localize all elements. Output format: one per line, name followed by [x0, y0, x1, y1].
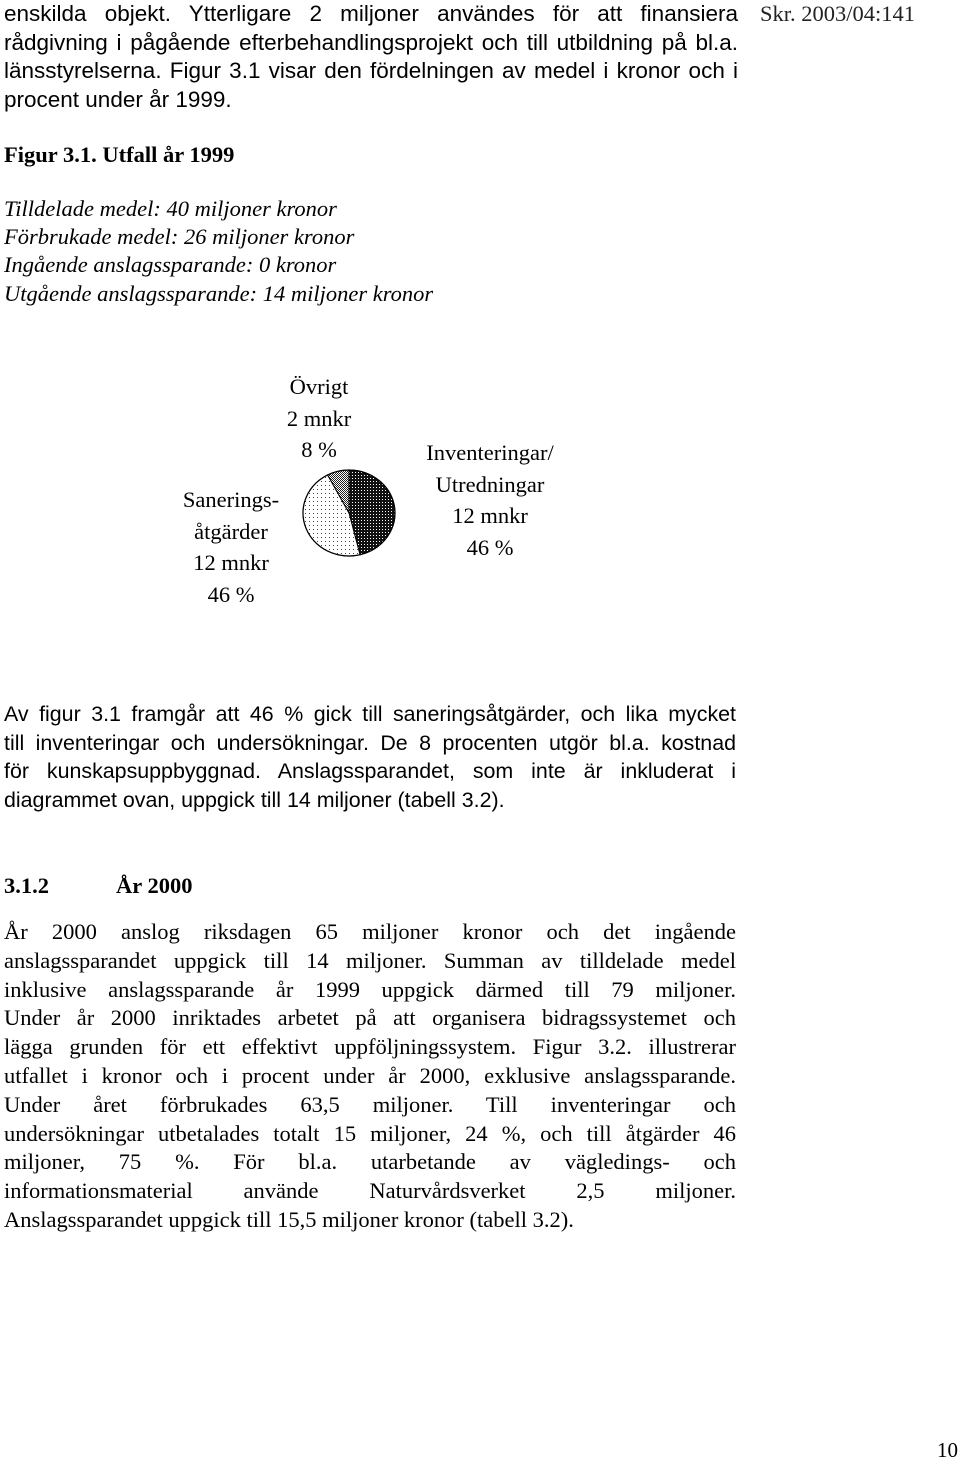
pie-label-ovrigt: [274, 371, 364, 466]
text-line: undersökningar utbetalades totalt 15 miljoner, 24 %, och till åtgärder 46: [4, 1120, 736, 1146]
pie-label-line: åtgärder: [194, 518, 268, 544]
text-line: diagrammet ovan, uppgick till 14 miljoner (tabell 3.2).: [4, 787, 505, 812]
text-line: utfallet i kronor och i procent under år 2000, exklusive anslagssparande.: [4, 1062, 736, 1088]
intro-line: enskilda objekt. Ytterligare 2 miljoner användes för att finansiera: [4, 1, 738, 26]
intro-line: procent under år 1999.: [4, 86, 232, 112]
text-line: för kunskapsuppbyggnad. Anslagssparandet, som inte är inkluderat i: [4, 759, 736, 784]
text-line: År 2000 anslog riksdagen 65 miljoner kronor och det ingående: [4, 919, 736, 944]
meta-line: Förbrukade medel: 26 miljoner kronor: [4, 224, 355, 250]
pie-label-line: Sanerings-: [182, 487, 280, 512]
meta-line: Tilldelade medel: 40 miljoner kronor: [4, 196, 337, 221]
pie-label-saneringsatgarder: [176, 484, 286, 610]
page-number: 10: [937, 1438, 958, 1462]
pie-label-line: Övrigt: [289, 374, 349, 399]
pie-label-line: 12 mnkr: [452, 503, 528, 528]
text-line: miljoner, 75 %. För bl.a. utarbetande av vägledings- och: [4, 1149, 736, 1175]
text-line: Av figur 3.1 framgår att 46 % gick till saneringsåtgärder, och lika mycket: [4, 702, 736, 726]
section-number: 3.1.2: [4, 873, 49, 898]
figure-title: Figur 3.1. Utfall år 1999: [4, 142, 235, 167]
pie-label-inventeringar: [420, 437, 560, 563]
section-heading: [4, 873, 192, 899]
text-line: Under år 2000 inriktades arbetet på att organisera bidragssystemet och: [4, 1005, 736, 1031]
meta-line: Utgående anslagssparande: 14 miljoner kronor: [4, 280, 434, 306]
document-reference: Skr. 2003/04:141: [760, 1, 916, 26]
intro-line: länsstyrelserna. Figur 3.1 visar den fördelningen av medel i kronor och i: [4, 58, 738, 84]
figure-commentary: [4, 700, 736, 814]
section-title: År 2000: [116, 873, 193, 898]
text-line: informationsmaterial använde Naturvårdsverket 2,5 miljoner.: [4, 1178, 736, 1204]
pie-label-line: 2 mnkr: [286, 405, 352, 431]
text-line: Anslagssparandet uppgick till 15,5 miljoner kronor (tabell 3.2).: [4, 1206, 574, 1232]
section-body: [4, 918, 736, 1235]
text-line: lägga grunden för ett effektivt uppföljningssystem. Figur 3.2. illustrerar: [4, 1034, 736, 1060]
pie-label-line: Inventeringar/: [426, 440, 554, 465]
text-line: inklusive anslagssparande år 1999 uppgick därmed till 79 miljoner.: [4, 976, 736, 1002]
pie-label-line: Utredningar: [435, 471, 545, 497]
intro-line: rådgivning i pågående efterbehandlingsprojekt och till utbildning på bl.a.: [4, 29, 738, 55]
meta-line: Ingående anslagssparande: 0 kronor: [4, 252, 337, 278]
pie-label-line: 12 mnkr: [193, 550, 269, 575]
text-line: Under året förbrukades 63,5 miljoner. Till inventeringar och: [4, 1091, 736, 1117]
text-line: anslagssparandet uppgick till 14 miljoner. Summan av tilldelade medel: [4, 947, 736, 973]
pie-label-line: 46 %: [207, 581, 255, 607]
pie-label-line: 8 %: [301, 437, 337, 462]
pie-label-line: 46 %: [466, 534, 514, 560]
text-line: till inventeringar och undersökningar. De 8 procenten utgör bl.a. kostnad: [4, 730, 736, 755]
